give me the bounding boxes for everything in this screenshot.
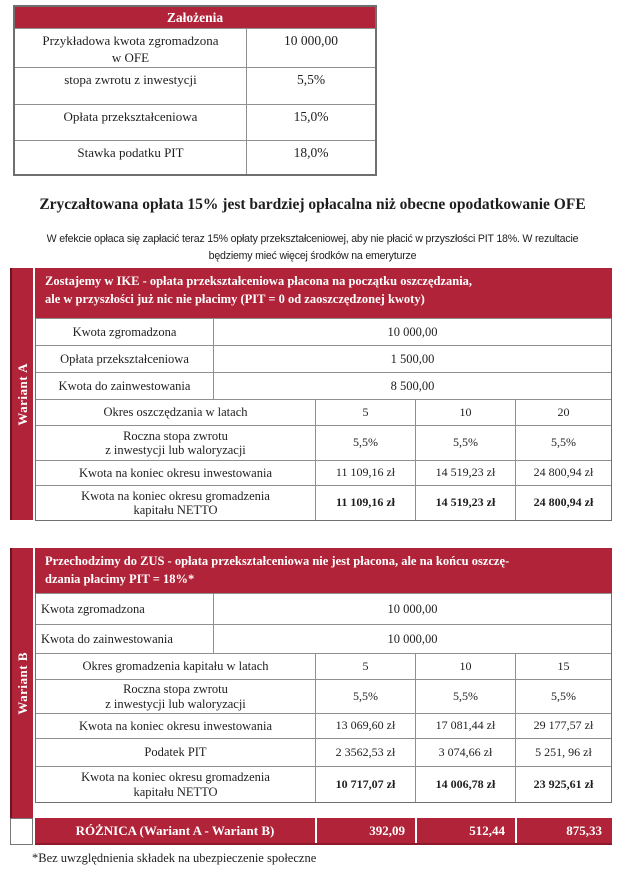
cell-value: 24 800,94 zł [533, 495, 594, 510]
cell-value: 23 925,61 zł [533, 776, 594, 791]
variant-b-side-label: Wariant B [14, 651, 30, 715]
table-row [36, 399, 611, 425]
variant-b-side-bar [10, 548, 33, 818]
cell-label: Kwota do zainwestowania [36, 373, 214, 399]
cell-value: 11 109,16 zł [316, 461, 416, 485]
cell-label-line: Kwota na koniec okresu gromadzenia [81, 770, 270, 785]
cell-label [36, 680, 316, 713]
cell-label [36, 400, 316, 425]
cell-value: 10 000,00 [387, 601, 438, 616]
assumption-value: 18,0% [293, 144, 329, 160]
cell-label [36, 714, 316, 738]
variant-b-header [35, 548, 612, 593]
cell-label-line: kapitału NETTO [133, 784, 218, 799]
cell-value: 5,5% [316, 680, 416, 713]
variant-b-header-line: dzania płacimy PIT = 18%* [45, 571, 195, 586]
assumption-value: 10 000,00 [284, 33, 338, 48]
cell-label [36, 486, 316, 520]
difference-value: 875,33 [515, 818, 612, 843]
cell-value: 5 251, 96 zł [535, 744, 592, 759]
variant-b-rows [35, 593, 612, 803]
cell-value: 15 [557, 658, 570, 673]
cell-label [36, 767, 316, 802]
cell-label [36, 461, 316, 485]
table-row-netto [36, 766, 611, 802]
cell-value: 8 500,00 [390, 378, 435, 393]
variant-a-header-line: ale w przyszłości już nic nie płacimy (PIT = 0 od zaoszczędzonej kwoty) [45, 291, 425, 306]
assumption-label-line: w OFE [111, 49, 150, 65]
cell-label-line: Okres oszczędzania w latach [103, 405, 248, 420]
page-title: Zryczałtowana opłata 15% jest bardziej opłacalna niż obecne opodatkowanie OFE [39, 196, 586, 213]
cell-label-line: Podatek PIT [144, 745, 207, 760]
assumption-label [15, 68, 247, 104]
table-row [36, 593, 611, 624]
cell-value: 29 177,57 zł [533, 718, 594, 733]
cell-label [36, 739, 316, 766]
variant-a-table [35, 268, 612, 521]
assumption-label [15, 105, 247, 140]
cell-value: 10 000,00 [387, 324, 438, 339]
cell-value: 24 800,94 zł [533, 465, 594, 480]
assumption-row [15, 28, 375, 67]
cell-label: Kwota zgromadzona [36, 594, 214, 624]
assumption-label-line: Stawka podatku PIT [77, 144, 184, 160]
table-row [36, 738, 611, 766]
cell-label [36, 654, 316, 679]
cell-label-line: Roczna stopa zwrotu [123, 682, 228, 697]
cell-label-line: z inwestycji lub waloryzacji [105, 443, 246, 457]
table-row [36, 372, 611, 399]
cell-label: Kwota do zainwestowania [36, 625, 214, 653]
variant-a-header-line: Zostajemy w IKE - opłata przekształceniowa płacona na początku oszczędzania, [45, 274, 473, 288]
cell-value: 5,5% [551, 435, 576, 450]
cell-value: 1 500,00 [390, 351, 435, 366]
variant-a-rows [35, 318, 612, 521]
table-row [36, 318, 611, 345]
table-row [36, 713, 611, 738]
cell-value: 14 519,23 zł [416, 486, 516, 520]
assumptions-title: Założenia [15, 7, 375, 28]
variant-b-table [35, 548, 612, 803]
difference-empty-cell [10, 818, 33, 845]
table-row [36, 653, 611, 679]
assumption-row [15, 67, 375, 104]
cell-value: 10 [416, 654, 516, 679]
assumption-label-line: stopa zwrotu z inwestycji [64, 71, 197, 87]
cell-label-line: Kwota na koniec okresu inwestowania [79, 718, 272, 733]
table-row [36, 460, 611, 485]
cell-label: Kwota zgromadzona [36, 319, 214, 345]
cell-value: 10 717,07 zł [316, 767, 416, 802]
assumption-label-line: Przykładowa kwota zgromadzona [42, 33, 219, 48]
subtitle-line: będziemy mieć więcej środków na emeryturze [208, 249, 417, 262]
cell-label [36, 426, 316, 460]
difference-value: 392,09 [315, 818, 415, 843]
cell-label-line: Okres gromadzenia kapitału w latach [82, 659, 269, 674]
variant-a-side-label: Wariant A [14, 362, 30, 426]
table-row [36, 679, 611, 713]
cell-value: 10 [416, 400, 516, 425]
variant-a-header [35, 268, 612, 318]
cell-value: 5,5% [551, 688, 576, 703]
cell-value: 5 [316, 400, 416, 425]
cell-value: 5,5% [416, 426, 516, 460]
cell-value: 5,5% [416, 680, 516, 713]
difference-row [35, 818, 612, 845]
footnote: *Bez uwzględnienia składek na ubezpieczenie społeczne [32, 851, 317, 865]
assumption-label [15, 29, 247, 67]
variant-a-side-bar [10, 268, 33, 520]
cell-value: 2 3562,53 zł [316, 739, 416, 766]
cell-value: 20 [557, 404, 570, 419]
assumptions-table [13, 5, 377, 176]
cell-label-line: Kwota na koniec okresu gromadzenia [81, 488, 270, 503]
cell-value: 13 069,60 zł [316, 714, 416, 738]
assumption-value: 5,5% [296, 71, 326, 87]
cell-label-line: z inwestycji lub waloryzacji [105, 696, 246, 711]
table-row [36, 624, 611, 653]
cell-value: 5,5% [316, 426, 416, 460]
cell-value: 3 074,66 zł [416, 739, 516, 766]
cell-value: 11 109,16 zł [316, 486, 416, 520]
assumption-value: 15,0% [293, 108, 329, 124]
table-row [36, 425, 611, 460]
assumption-label-line: Opłata przekształceniowa [63, 108, 198, 124]
assumption-label [15, 141, 247, 174]
cell-label: Opłata przekształceniowa [36, 346, 214, 372]
cell-label-line: Roczna stopa zwrotu [123, 428, 228, 443]
assumption-row [15, 140, 375, 174]
cell-value: 14 519,23 zł [416, 461, 516, 485]
table-row [36, 345, 611, 372]
cell-value: 5 [316, 654, 416, 679]
cell-label-line: kapitału NETTO [133, 503, 218, 517]
table-row-netto [36, 485, 611, 520]
cell-label-line: Kwota na koniec okresu inwestowania [79, 465, 272, 480]
assumption-row [15, 104, 375, 140]
difference-value: 512,44 [415, 818, 515, 843]
cell-value: 14 006,78 zł [416, 767, 516, 802]
subtitle [0, 231, 625, 265]
cell-value: 10 000,00 [387, 631, 438, 646]
cell-value: 17 081,44 zł [416, 714, 516, 738]
subtitle-line: W efekcie opłaca się zapłacić teraz 15% opłaty przekształceniowej, aby nie płacić w przyszłości PIT 18%. W rezultacie [46, 233, 579, 245]
variant-b-header-line: Przechodzimy do ZUS - opłata przekształceniowa nie jest płacona, ale na końcu oszczę- [45, 554, 510, 568]
difference-label: RÓŻNICA (Wariant A - Wariant B) [75, 822, 275, 838]
